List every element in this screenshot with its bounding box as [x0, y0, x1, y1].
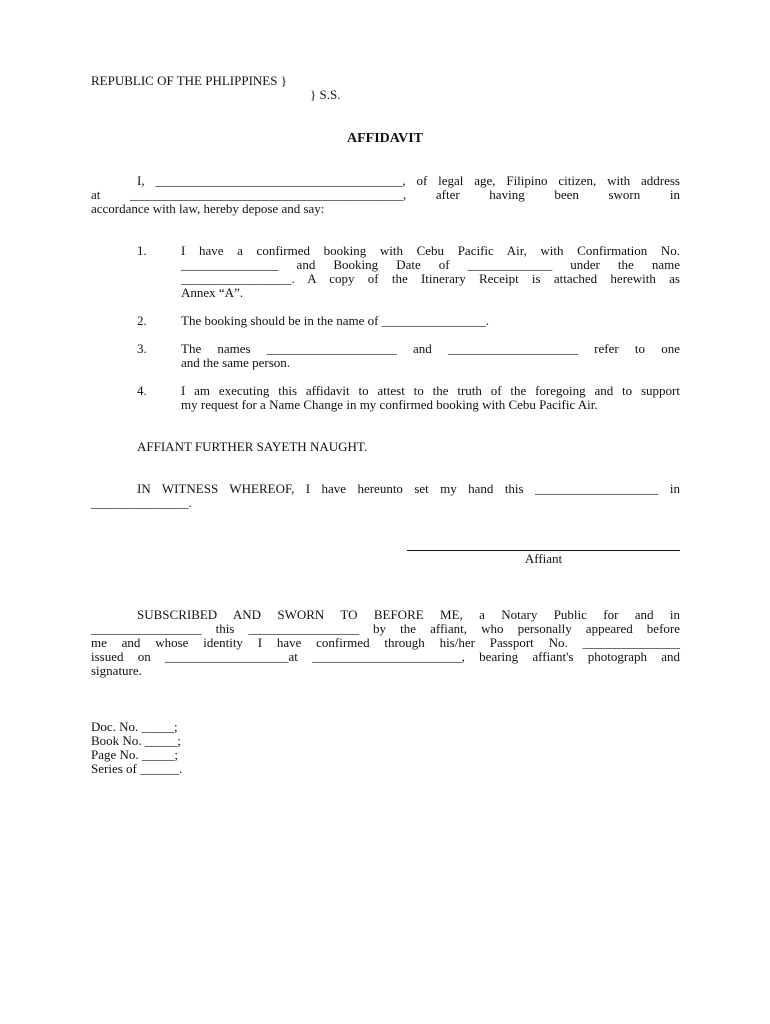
item-number: 2. — [137, 313, 147, 328]
jurat-line-3: me and whose identity I have confirmed through his/her Passport No. _______________ — [91, 635, 680, 650]
book-no: Book No. _____; — [91, 733, 181, 748]
item-4-line-1: I am executing this affidavit to attest to the truth of the foregoing and to support — [181, 383, 680, 398]
intro-line-1: I, ______________________________________, of legal age, Filipino citizen, with address — [137, 173, 680, 188]
series-of: Series of ______. — [91, 761, 183, 776]
item-4-line-2: my request for a Name Change in my confirmed booking with Cebu Pacific Air. — [181, 397, 598, 412]
witness-line-2: _______________. — [91, 495, 192, 510]
item-number: 1. — [137, 243, 147, 258]
item-3-line-2: and the same person. — [181, 355, 291, 370]
affiant-label: Affiant — [524, 551, 563, 566]
ss-heading: } S.S. — [310, 87, 341, 102]
jurat-line-5: signature. — [91, 663, 142, 678]
jurat-line-4: issued on ___________________at _______________________, bearing affiant's photograph and — [91, 649, 680, 664]
page-no: Page No. _____; — [91, 747, 179, 762]
intro-line-3: accordance with law, hereby depose and say: — [91, 201, 325, 216]
document-title: AFFIDAVIT — [347, 131, 423, 146]
item-number: 3. — [137, 341, 147, 356]
item-3-line-1: The names ____________________ and ____________________ refer to one — [181, 341, 680, 356]
item-number: 4. — [137, 383, 147, 398]
further-statement: AFFIANT FURTHER SAYETH NAUGHT. — [137, 439, 368, 454]
item-2-line-1: The booking should be in the name of ________________. — [181, 313, 489, 328]
doc-no: Doc. No. _____; — [91, 719, 178, 734]
item-1-line-4: Annex “A”. — [181, 285, 244, 300]
witness-line-1: IN WITNESS WHEREOF, I have hereunto set my hand this ___________________ in — [137, 481, 680, 496]
jurat-line-1: SUBSCRIBED AND SWORN TO BEFORE ME, a Notary Public for and in — [137, 607, 680, 622]
intro-line-2: at __________________________________________, after having been sworn in — [91, 187, 680, 202]
jurat-line-2: _________________ this _________________ by the affiant, who personally appeared before — [91, 621, 680, 636]
republic-heading: REPUBLIC OF THE PHLIPPINES } — [91, 73, 287, 88]
item-1-line-1: I have a confirmed booking with Cebu Pacific Air, with Confirmation No. — [181, 243, 680, 258]
item-1-line-2: _______________ and Booking Date of _____________ under the name — [181, 257, 680, 272]
item-1-line-3: _________________. A copy of the Itinerary Receipt is attached herewith as — [181, 271, 680, 286]
